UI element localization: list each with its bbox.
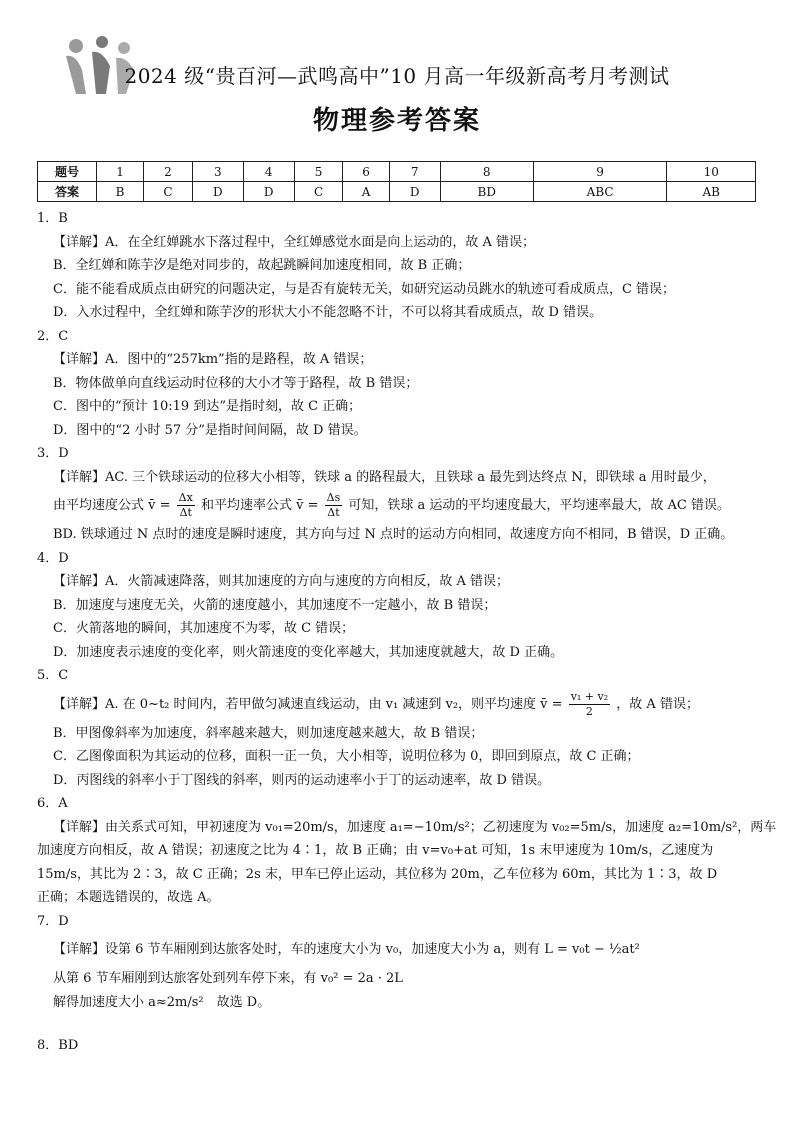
question-6-line: 加速度方向相反，故 A 错误；初速度之比为 4∶1，故 B 正确；由 v=v₀+at 可知，1s 末甲速度为 10m/s，乙速度为 bbox=[37, 843, 714, 858]
question-1-line: 【详解】A．在全红婵跳水下落过程中，全红婵感觉水面是向上运动的，故 A 错误； bbox=[53, 234, 536, 250]
fraction-numerator: v₁ + v₂ bbox=[570, 689, 609, 703]
question-1-line: C．能不能看成质点由研究的问题决定，与是否有旋转无关，如研究运动员跳水的轨迹可看成质点，C 错误； bbox=[53, 281, 676, 297]
answer-cell: A bbox=[343, 182, 389, 202]
answer-explanations bbox=[37, 207, 777, 1058]
document-title: 2024 级“贵百河—武鸣高中”10 月高一年级新高考月考测试 bbox=[124, 64, 670, 88]
question-2-line: D．图中的“2 小时 57 分”是指时间间隔，故 D 错误。 bbox=[53, 422, 367, 438]
fraction-numerator: Δx bbox=[178, 491, 193, 504]
question-5-line: B．甲图像斜率为加速度，斜率越来越大，则加速度越来越大，故 B 错误； bbox=[53, 725, 484, 741]
question-4-line: B．加速度与速度无关，火箭的速度越小，其加速度不一定越小，故 B 错误； bbox=[53, 597, 497, 613]
question-number: 7 bbox=[389, 162, 440, 182]
question-7-line: 从第 6 节车厢刚到达旅客处到列车停下来，有 v₀² = 2a · 2L bbox=[53, 971, 403, 986]
question-number: 4 bbox=[243, 162, 294, 182]
question-3-line: BD. 铁球通过 N 点时的速度是瞬时速度，其方向与过 N 点时的运动方向相同，故速度方向不相同，B 错误，D 正确。 bbox=[53, 527, 734, 542]
answer-cell: AB bbox=[667, 182, 756, 202]
velocity-bar-symbol: v̄ = bbox=[148, 498, 171, 513]
answer-cell: D bbox=[192, 182, 243, 202]
average-speed-fraction bbox=[325, 491, 343, 520]
average-velocity-fraction bbox=[177, 491, 195, 520]
velocity-bar-symbol: v̄ = bbox=[540, 696, 563, 712]
table-row-numbers bbox=[38, 162, 756, 182]
question-5-heading: 5．C bbox=[37, 668, 69, 683]
question-5-line: D．丙图线的斜率小于丁图线的斜率，则丙的运动速率小于丁的运动速率，故 D 错误。 bbox=[53, 772, 551, 788]
velocity-bar-symbol: v̄ = bbox=[296, 498, 319, 513]
answer-cell: BD bbox=[440, 182, 533, 202]
question-1-line: D．入水过程中，全红婵和陈芋汐的形状大小不能忽略不计，不可以将其看成质点，故 D 错误。 bbox=[53, 305, 603, 320]
answer-cell: ABC bbox=[533, 182, 667, 202]
question-6-line: 【详解】由关系式可知，甲初速度为 v₀₁=20m/s，加速度 a₁=−10m/s²；乙初速度为 v₀₂=5m/s，加速度 a₂=10m/s²，两车 bbox=[53, 819, 777, 835]
question-6-heading: 6．A bbox=[37, 796, 68, 811]
answer-cell: B bbox=[97, 182, 144, 202]
question-7-line: 【详解】设第 6 节车厢刚到达旅客处时，车的速度大小为 v₀，加速度大小为 a，则有 L = v₀t − ½at² bbox=[53, 942, 640, 957]
answer-table bbox=[37, 161, 756, 202]
question-number: 3 bbox=[192, 162, 243, 182]
table-row-answers bbox=[38, 182, 756, 202]
question-2-line: C．图中的“预计 10:19 到达”是指时刻，故 C 正确； bbox=[53, 399, 362, 414]
question-2-heading: 2．C bbox=[37, 328, 69, 344]
question-number: 5 bbox=[294, 162, 343, 182]
formula-tail-text: ，故 A 错误； bbox=[616, 696, 699, 712]
question-number: 8 bbox=[440, 162, 533, 182]
question-3-heading: 3．D bbox=[37, 446, 69, 461]
question-6-line: 15m/s，其比为 2∶3，故 C 正确；2s 末，甲车已停止运动，其位移为 20m，乙车位移为 60m，其比为 1∶3，故 D bbox=[37, 866, 718, 882]
question-5-formula-line bbox=[37, 688, 767, 722]
question-7-line: 解得加速度大小 a≈2m/s² 故选 D。 bbox=[53, 994, 271, 1010]
formula-lead-text: 由平均速度公式 bbox=[53, 498, 145, 513]
answer-cell: C bbox=[294, 182, 343, 202]
formula-tail-text: 可知，铁球 a 运动的平均速度最大，平均速率最大，故 AC 错误。 bbox=[348, 498, 730, 513]
question-number: 9 bbox=[533, 162, 667, 182]
question-4-heading: 4．D bbox=[37, 550, 69, 566]
fraction-denominator: Δt bbox=[179, 506, 192, 519]
answer-cell: C bbox=[144, 182, 193, 202]
question-number: 10 bbox=[667, 162, 756, 182]
formula-mid-text: 和平均速率公式 bbox=[200, 498, 292, 513]
question-4-line: C．火箭落地的瞬间，其加速度不为零，故 C 错误； bbox=[53, 621, 355, 636]
question-3-line: 【详解】AC. 三个铁球运动的位移大小相等，铁球 a 的路程最大，且铁球 a 最先到达终点 N，即铁球 a 用时最少， bbox=[53, 469, 716, 485]
fraction-numerator: Δs bbox=[326, 491, 341, 504]
question-2-line: B．物体做单向直线运动时位移的大小才等于路程，故 B 错误； bbox=[53, 375, 419, 391]
question-number: 6 bbox=[343, 162, 389, 182]
question-1-line: B．全红婵和陈芋汐是绝对同步的，故起跳瞬间加速度相同，故 B 正确； bbox=[53, 258, 471, 273]
answer-cell: D bbox=[243, 182, 294, 202]
question-number: 1 bbox=[97, 162, 144, 182]
answer-cell: D bbox=[389, 182, 440, 202]
question-8-heading: 8．BD bbox=[37, 1038, 79, 1053]
question-1-heading: 1．B bbox=[37, 211, 68, 226]
question-5-line: C．乙图像面积为其运动的位移，面积一正一负，大小相等，说明位移为 0，即回到原点，故 C 正确； bbox=[53, 749, 640, 764]
question-2-line: 【详解】A．图中的“257km”指的是路程，故 A 错误； bbox=[53, 352, 373, 367]
question-3-formula-line bbox=[37, 489, 767, 523]
formula-lead-text: 【详解】A. 在 0~t₂ 时间内，若甲做匀减速直线运动，由 v₁ 减速到 v₂，则平均速度 bbox=[53, 696, 537, 712]
row-label-answers: 答案 bbox=[38, 182, 97, 202]
row-label-numbers: 题号 bbox=[38, 162, 97, 182]
question-4-line: D．加速度表示速度的变化率，则火箭速度的变化率越大，其加速度就越大，故 D 正确。 bbox=[53, 644, 564, 660]
fraction-denominator: 2 bbox=[585, 704, 593, 718]
question-number: 2 bbox=[144, 162, 193, 182]
question-6-line: 正确；本题选错误的，故选 A。 bbox=[37, 890, 220, 905]
document-subtitle: 物理参考答案 bbox=[312, 106, 481, 136]
mean-velocity-fraction bbox=[569, 690, 610, 719]
fraction-denominator: Δt bbox=[327, 506, 340, 519]
question-4-line: 【详解】A．火箭减速降落，则其加速度的方向与速度的方向相反，故 A 错误； bbox=[53, 574, 510, 589]
question-7-heading: 7．D bbox=[37, 913, 69, 929]
spacer bbox=[37, 1014, 767, 1034]
